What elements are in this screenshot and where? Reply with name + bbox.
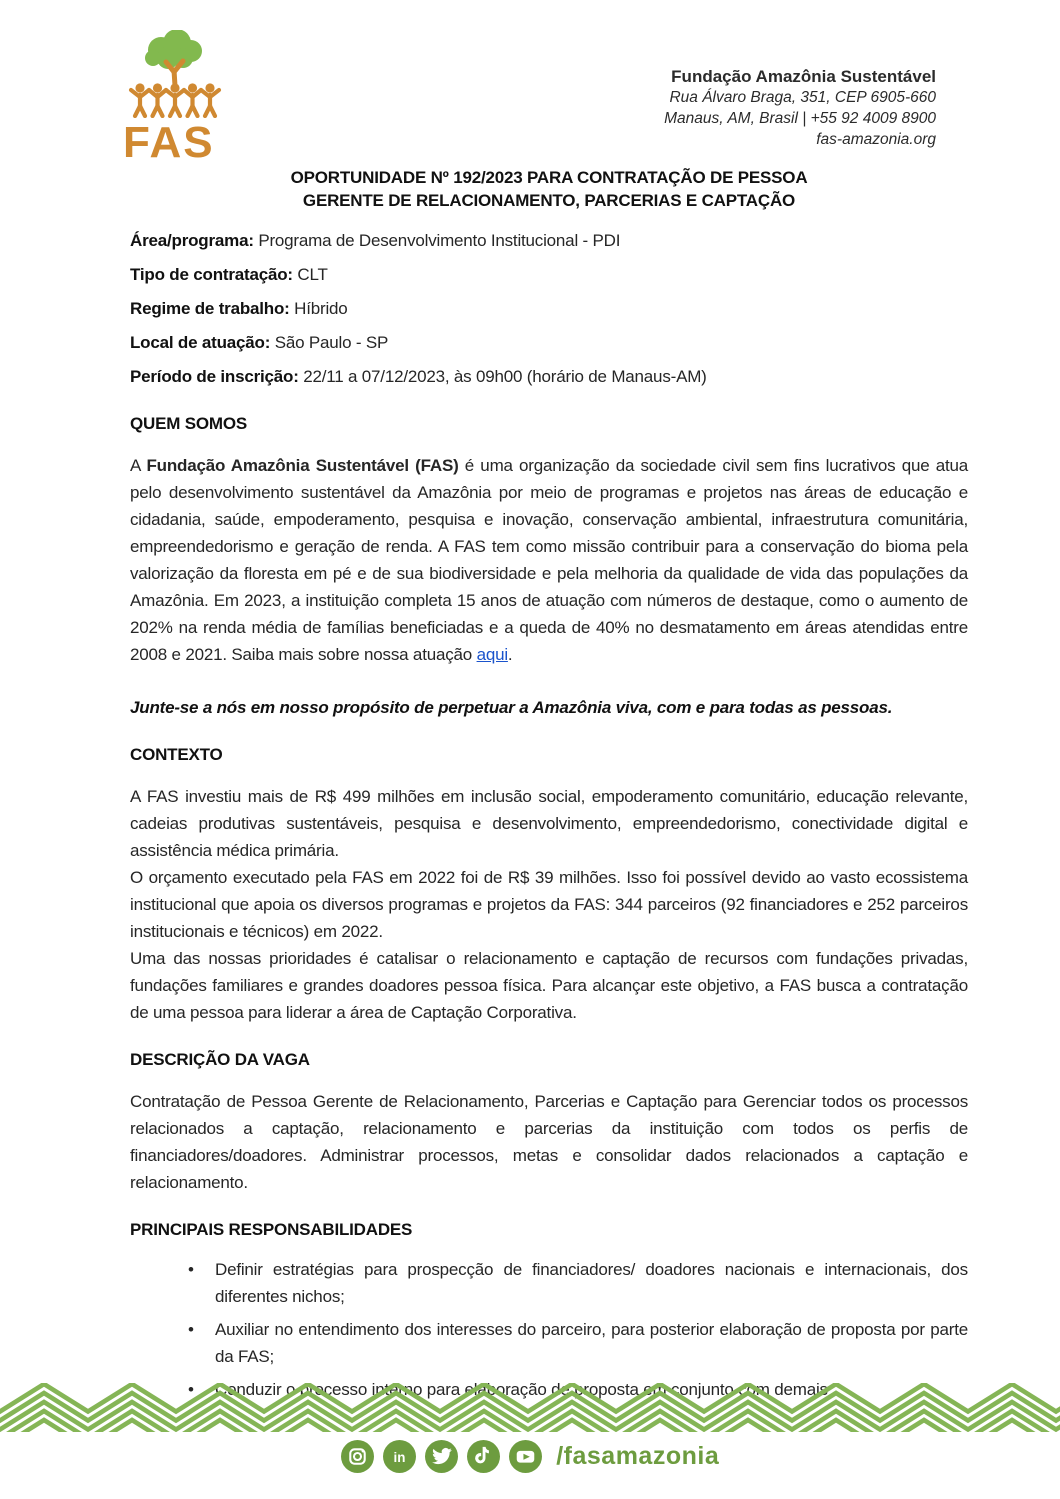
aqui-link[interactable]: aqui (476, 645, 508, 664)
document-title (130, 166, 968, 212)
quem-somos-paragraph (130, 452, 968, 668)
list-item: • Auxiliar no entendimento dos interesses do parceiro, para posterior elaboração de proposta por parte da FAS; (130, 1316, 968, 1370)
linkedin-icon[interactable] (383, 1440, 416, 1473)
social-media-row (0, 1440, 1060, 1473)
field-value: 22/11 a 07/12/2023, às 09h00 (horário de Manaus-AM) (303, 367, 707, 386)
field-label: Local de atuação: (130, 333, 271, 352)
paragraph-text: A (130, 456, 147, 475)
field-label: Regime de trabalho: (130, 299, 290, 318)
document-title-line1: OPORTUNIDADE Nº 192/2023 PARA CONTRATAÇÃO DE PESSOA (290, 168, 808, 187)
document-title-line2: GERENTE DE RELACIONAMENTO, PARCERIAS E CAPTAÇÃO (302, 191, 796, 210)
list-item: • Definir estratégias para prospecção de financiadores/ doadores nacionais e internacionais, dos diferentes nichos; (130, 1256, 968, 1310)
paragraph-text: . (507, 645, 513, 664)
field-value: Programa de Desenvolvimento Institucional - PDI (258, 231, 621, 250)
contexto-paragraph-2: O orçamento executado pela FAS em 2022 foi de R$ 39 milhões. Isso foi possível devido ao vasto ecossistema institucional que apoia os diversos programas e projetos da FAS: 344 parceiros (92 financiadores e 252 parceiros institucionais e técnicos) em 2022. (130, 868, 968, 941)
field-area-programa (130, 228, 968, 254)
field-label: Área/programa: (130, 231, 254, 250)
field-value: São Paulo - SP (274, 333, 389, 352)
field-tipo-contratacao (130, 262, 968, 288)
org-address-line1: Rua Álvaro Braga, 351, CEP 6905-660 (669, 89, 936, 106)
contexto-paragraph-3: Uma das nossas prioridades é catalisar o relacionamento e captação de recursos com fundações privadas, fundações familiares e grandes doadores pessoa física. Para alcançar este objetivo, a FAS busca a contratação de uma pessoa para liderar a área de Captação Corporativa. (130, 949, 968, 1022)
field-label: Tipo de contratação: (130, 265, 293, 284)
zigzag-pattern-icon (0, 1383, 1060, 1432)
section-heading-quem-somos: QUEM SOMOS (130, 414, 248, 433)
fas-logo (123, 30, 233, 165)
org-name-bold: Fundação Amazônia Sustentável (FAS) (146, 456, 459, 475)
field-value: CLT (297, 265, 328, 284)
instagram-icon[interactable] (341, 1440, 374, 1473)
social-icons (341, 1440, 542, 1473)
org-address-line2: Manaus, AM, Brasil | +55 92 4009 8900 (664, 110, 936, 127)
section-heading-contexto: CONTEXTO (130, 745, 223, 764)
field-local-atuacao (130, 330, 968, 356)
tagline: Junte-se a nós em nosso propósito de perpetuar a Amazônia viva, com e para todas as pessoas. (130, 698, 893, 717)
section-heading-descricao-da-vaga: DESCRIÇÃO DA VAGA (130, 1050, 310, 1069)
header-contact-block (664, 66, 936, 150)
svg-text:in: in (393, 1450, 406, 1466)
org-name: Fundação Amazônia Sustentável (671, 67, 936, 86)
section-heading-principais-responsabilidades: PRINCIPAIS RESPONSABILIDADES (130, 1220, 413, 1239)
field-value: Híbrido (294, 299, 348, 318)
field-periodo-inscricao (130, 364, 968, 390)
fas-tree-people-icon (123, 30, 227, 118)
twitter-icon[interactable] (425, 1440, 458, 1473)
youtube-icon[interactable] (509, 1440, 542, 1473)
field-regime-trabalho (130, 296, 968, 322)
org-website: fas-amazonia.org (816, 131, 936, 148)
fas-logo-text: FAS (123, 118, 215, 167)
contexto-paragraph-1: A FAS investiu mais de R$ 499 milhões em inclusão social, empoderamento comunitário, educação relevante, cadeias produtivas sustentáveis, pesquisa e desenvolvimento, empreendedorismo, conectividade digital e assistência médica primária. (130, 787, 968, 860)
zigzag-pattern-band (0, 1383, 1060, 1432)
field-label: Período de inscrição: (130, 367, 299, 386)
responsibilities-list (130, 1256, 968, 1403)
paragraph-text: é uma organização da sociedade civil sem fins lucrativos que atua pelo desenvolvimento sustentável da Amazônia por meio de programas e projetos nas áreas de educação e cidadania, saúde, empoderamento, pesquisa e inovação, conservação ambiental, infraestrutura comunitária, empreendedorismo e geração de renda. A FAS tem como missão contribuir para a conservação do bioma pela valorização da floresta em pé e de sua biodiversidade e pela melhoria da qualidade de vida das populações da Amazônia. Em 2023, a instituição completa 15 anos de atuação com números de destaque, como o aumento de 202% na renda média de famílias beneficiadas e a queda de 40% no desmatamento em áreas atendidas entre 2008 e 2021. Saiba mais sobre nossa atuação (130, 456, 968, 664)
tiktok-icon[interactable] (467, 1440, 500, 1473)
social-handle[interactable]: /fasamazonia (556, 1442, 720, 1470)
document-body (130, 228, 968, 1409)
descricao-paragraph: Contratação de Pessoa Gerente de Relacionamento, Parcerias e Captação para Gerenciar todos os processos relacionados a captação, relacionamento e parcerias da instituição com todos os perfis de financiadores/doadores. Administrar processos, metas e consolidar dados relacionados a captação e relacionamento. (130, 1092, 968, 1192)
